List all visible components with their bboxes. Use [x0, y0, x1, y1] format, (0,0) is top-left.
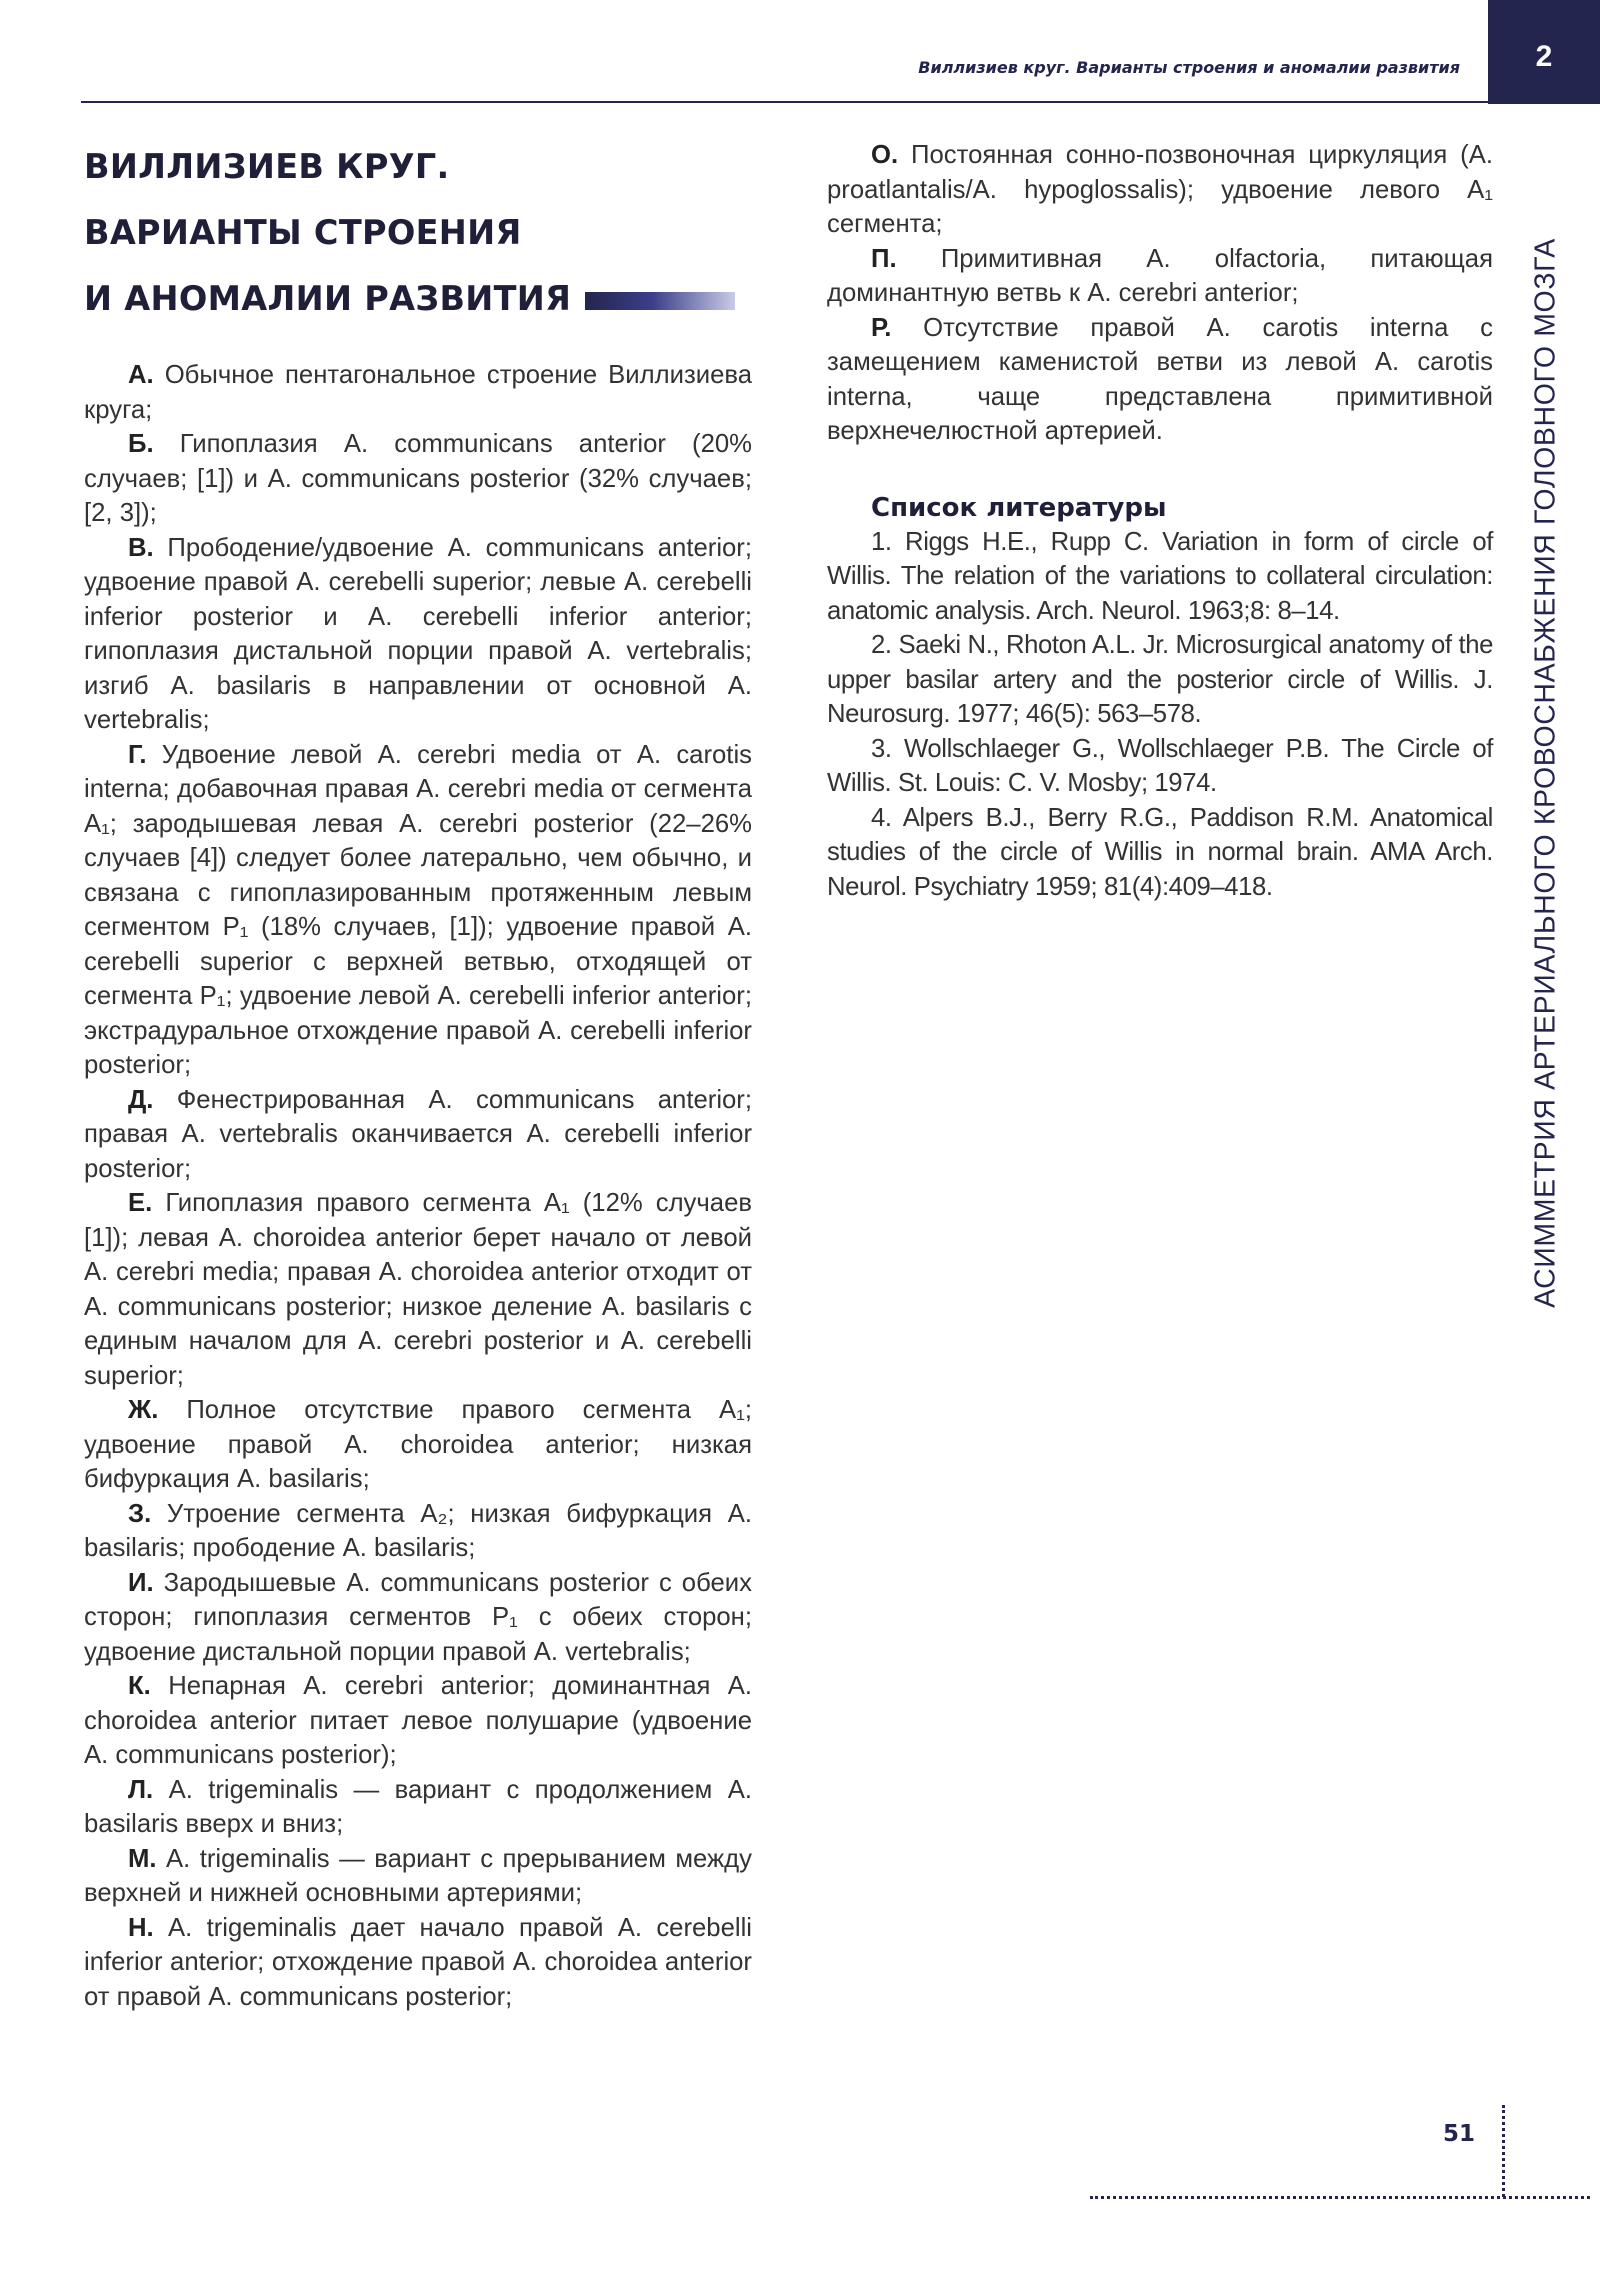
variant-item [84, 358, 752, 427]
variant-text: Гипоплазия A. communicans anterior (20% случаев; [1]) и A. communicans posterior (32% случаев; [2, 3]); [84, 430, 753, 527]
variant-item [84, 738, 752, 1083]
variant-text: Обычное пентагональное строение Виллизиева круга; [84, 361, 753, 424]
variant-text: Постоянная сонно-позвоночная циркуляция (A. proatlantalis/A. hypoglossalis); удвоение левого A₁ сегмента; [827, 141, 1493, 238]
variant-letter: З. [128, 1499, 152, 1528]
reference-item: 2. Saeki N., Rhoton A.L. Jr. Microsurgical anatomy of the upper basilar artery and the posterior circle of Willis. J. Neurosurg. 1977; 46(5): 563–578. [827, 631, 1493, 728]
variant-letter: К. [128, 1672, 151, 1700]
header-rule [81, 101, 1488, 103]
variant-item [84, 1842, 752, 1911]
variant-letter: М. [128, 1844, 157, 1873]
references-heading: Список литературы [871, 492, 1167, 523]
variant-letter: Е. [128, 1189, 153, 1217]
variant-letter: Г. [128, 740, 147, 769]
variant-item [84, 1911, 752, 2015]
article-title-line-3 [84, 266, 752, 332]
variant-letter: П. [871, 244, 897, 273]
variant-item [84, 1497, 752, 1566]
variant-text: Полное отсутствие правого сегмента A₁; удвоение правой A. choroidea anterior; низкая бифуркация A. basilaris; [84, 1396, 752, 1493]
variant-item [84, 1669, 752, 1773]
variant-text: A. trigeminalis дает начало правой A. cerebelli inferior anterior; отхождение правой A. choroidea anterior от правой A. communicans posterior; [84, 1913, 752, 2011]
variant-letter: И. [128, 1568, 154, 1597]
article-title [84, 134, 752, 332]
variant-text: A. trigeminalis — вариант с прерыванием между верхней и нижней основными артериями; [84, 1844, 753, 1907]
title-accent-bar [585, 292, 735, 310]
running-title: Виллизиев круг. Варианты строения и аномалии развития [918, 58, 1460, 77]
variant-letter: Д. [128, 1085, 154, 1114]
variant-letter: Р. [871, 313, 892, 342]
variant-item [827, 138, 1493, 242]
variant-letter: Л. [128, 1775, 154, 1804]
right-column [827, 138, 1493, 904]
variant-letter: Н. [128, 1913, 154, 1942]
variant-item [827, 311, 1493, 449]
variant-item [84, 1773, 752, 1842]
variant-letter: А. [128, 361, 154, 389]
variant-text: Удвоение левой A. cerebri media от A. carotis interna; добавочная правая A. cerebri media от сегмента A₁; зародышевая левая A. cerebri posterior (22–26% случаев [4]) следует более латерально, чем обычно, и связана с гипоплазированным протяженным левым сегментом P₁ (18% случаев, [1]); удвоение правой A. cerebelli superior с верхней ветвью, отходящей от сегмента P₁; удвоение левой A. cerebelli inferior anterior; экстрадуральное отхождение правой A. cerebelli inferior posterior; [84, 740, 752, 1079]
reference-item: 1. Riggs H.E., Rupp C. Variation in form of circle of Willis. The relation of the variations to collateral circulation: anatomic analysis. Arch. Neurol. 1963;8: 8–14. [827, 527, 1493, 625]
side-running-title: АСИММЕТРИЯ АРТЕРИАЛЬНОГО КРОВОСНАБЖЕНИЯ ГОЛОВНОГО МОЗГА [1529, 238, 1562, 1308]
variant-text: Примитивная A. olfactoria, питающая доминантную ветвь к A. cerebri anterior; [827, 244, 1494, 307]
variant-item [827, 242, 1493, 311]
variant-text: Фенестрированная A. communicans anterior; правая A. vertebralis оканчивается A. cerebelli inferior posterior; [84, 1085, 752, 1183]
left-column [84, 134, 752, 2014]
variant-text: Прободение/удвоение A. communicans anterior; удвоение правой A. cerebelli superior; левые A. cerebelli inferior posterior и A. cerebelli inferior anterior; гипоплазия дистальной порции правой A. vertebralis; изгиб A. basilaris в направлении от основной A. vertebralis; [84, 533, 753, 734]
variant-text: Зародышевые A. communicans posterior с обеих сторон; гипоплазия сегментов P₁ с обеих сторон; удвоение дистальной порции правой A. vertebralis; [84, 1568, 752, 1666]
article-title-line-1: ВИЛЛИЗИЕВ КРУГ. [84, 147, 450, 186]
variant-item [84, 1186, 752, 1393]
reference-item: 3. Wollschlaeger G., Wollschlaeger P.B. The Circle of Willis. St. Louis: C. V. Mosby; 1974. [827, 734, 1493, 797]
article-title-line-2: ВАРИАНТЫ СТРОЕНИЯ [84, 213, 522, 252]
variant-letter: Б. [128, 430, 154, 458]
variant-text: Гипоплазия правого сегмента A₁ (12% случаев [1]); левая A. choroidea anterior берет начало от левой A. cerebri media; правая A. choroidea anterior отходит от A. communicans posterior; низкое деление A. basilaris с единым началом для A. cerebri posterior и A. cerebelli superior; [84, 1189, 752, 1390]
page-number: 51 [1442, 2121, 1475, 2147]
footer-dotted-rule-vertical [1502, 2105, 1505, 2197]
variant-letter: О. [871, 141, 899, 169]
article-title-line-3-text: И АНОМАЛИИ РАЗВИТИЯ [84, 279, 572, 318]
variant-letter: В. [128, 533, 154, 562]
variant-letter: Ж. [128, 1396, 159, 1424]
variant-text: Отсутствие правой A. carotis interna с замещением каменистой ветви из левой A. carotis interna, чаще представлена примитивной верхнечелюстной артерией. [827, 313, 1493, 445]
variant-item [84, 1566, 752, 1670]
variant-text: Утроение сегмента A₂; низкая бифуркация A. basilaris; прободение A. basilaris; [84, 1499, 752, 1562]
reference-item: 4. Alpers B.J., Berry R.G., Paddison R.M. Anatomical studies of the circle of Willis in normal brain. AMA Arch. Neurol. Psychiatry 1959; 81(4):409–418. [827, 803, 1493, 901]
variant-item [84, 427, 752, 531]
variant-item [84, 1083, 752, 1187]
chapter-number-tab: 2 [1488, 0, 1600, 104]
variant-item [84, 531, 752, 738]
footer-dotted-rule [1090, 2196, 1590, 2199]
variant-text: Непарная A. cerebri anterior; доминантная A. choroidea anterior питает левое полушарие (удвоение A. communicans posterior); [84, 1672, 753, 1769]
variant-text: A. trigeminalis — вариант с продолжением A. basilaris вверх и вниз; [84, 1775, 752, 1838]
variant-item [84, 1393, 752, 1497]
